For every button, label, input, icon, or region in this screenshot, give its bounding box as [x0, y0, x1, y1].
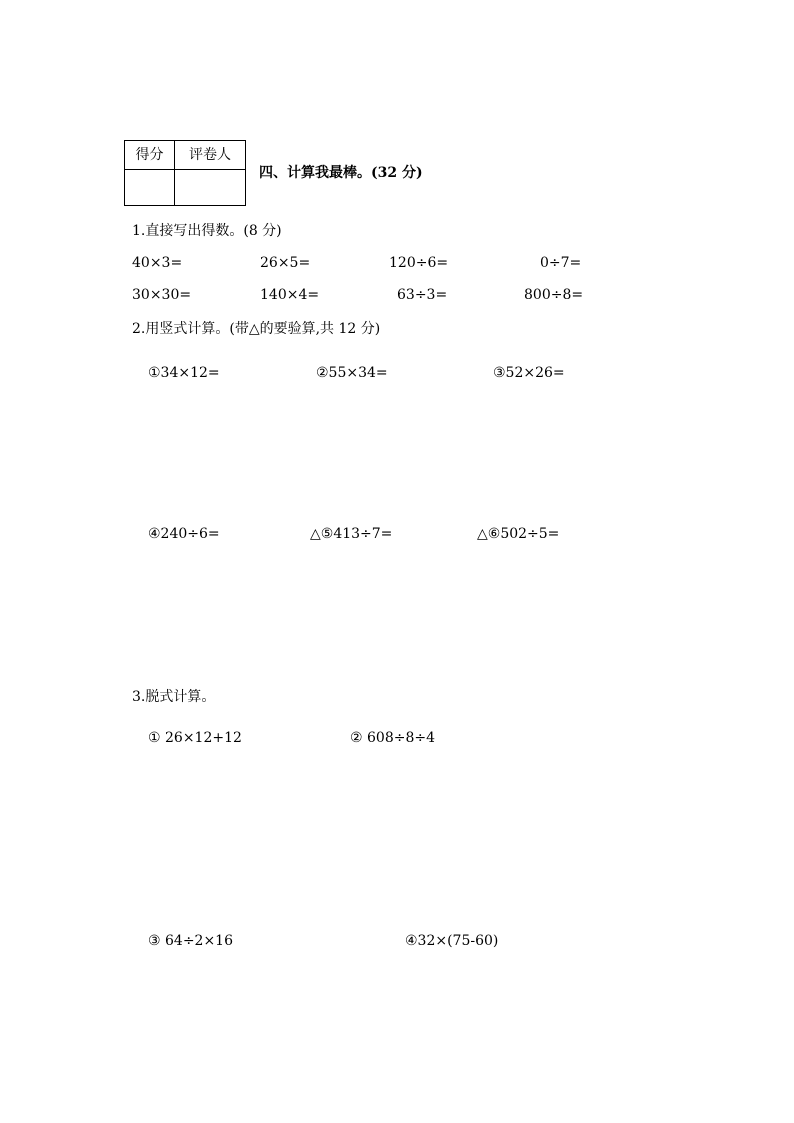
grader-header: 评卷人 — [175, 141, 246, 170]
score-header: 得分 — [125, 141, 175, 170]
problem-1-6: 140×4= — [260, 287, 320, 303]
problem-2-3: ③52×26= — [493, 365, 565, 381]
problem-3-4: ④32×(75-60) — [405, 933, 499, 949]
part1-heading: 1.直接写出得数。(8 分) — [132, 223, 282, 239]
problem-2-6: △⑥502÷5= — [477, 526, 560, 542]
problem-1-2: 26×5= — [260, 255, 311, 271]
problem-1-5: 30×30= — [132, 287, 192, 303]
problem-1-8: 800÷8= — [524, 287, 584, 303]
problem-1-7: 63÷3= — [397, 287, 448, 303]
problem-2-4: ④240÷6= — [148, 526, 220, 542]
problem-2-1: ①34×12= — [148, 365, 220, 381]
problem-3-2: ② 608÷8÷4 — [350, 730, 435, 746]
problem-1-3: 120÷6= — [389, 255, 449, 271]
section-title: 四、计算我最棒。(32 分) — [259, 165, 423, 181]
problem-2-2: ②55×34= — [316, 365, 388, 381]
score-table — [124, 140, 246, 206]
part3-heading: 3.脱式计算。 — [132, 689, 216, 705]
problem-1-1: 40×3= — [132, 255, 183, 271]
problem-3-3: ③ 64÷2×16 — [148, 933, 233, 949]
problem-1-4: 0÷7= — [540, 255, 582, 271]
part2-heading: 2.用竖式计算。(带△的要验算,共 12 分) — [132, 321, 381, 337]
score-cell[interactable] — [125, 170, 175, 206]
problem-3-1: ① 26×12+12 — [148, 730, 242, 746]
problem-2-5: △⑤413÷7= — [310, 526, 393, 542]
grader-cell[interactable] — [175, 170, 246, 206]
